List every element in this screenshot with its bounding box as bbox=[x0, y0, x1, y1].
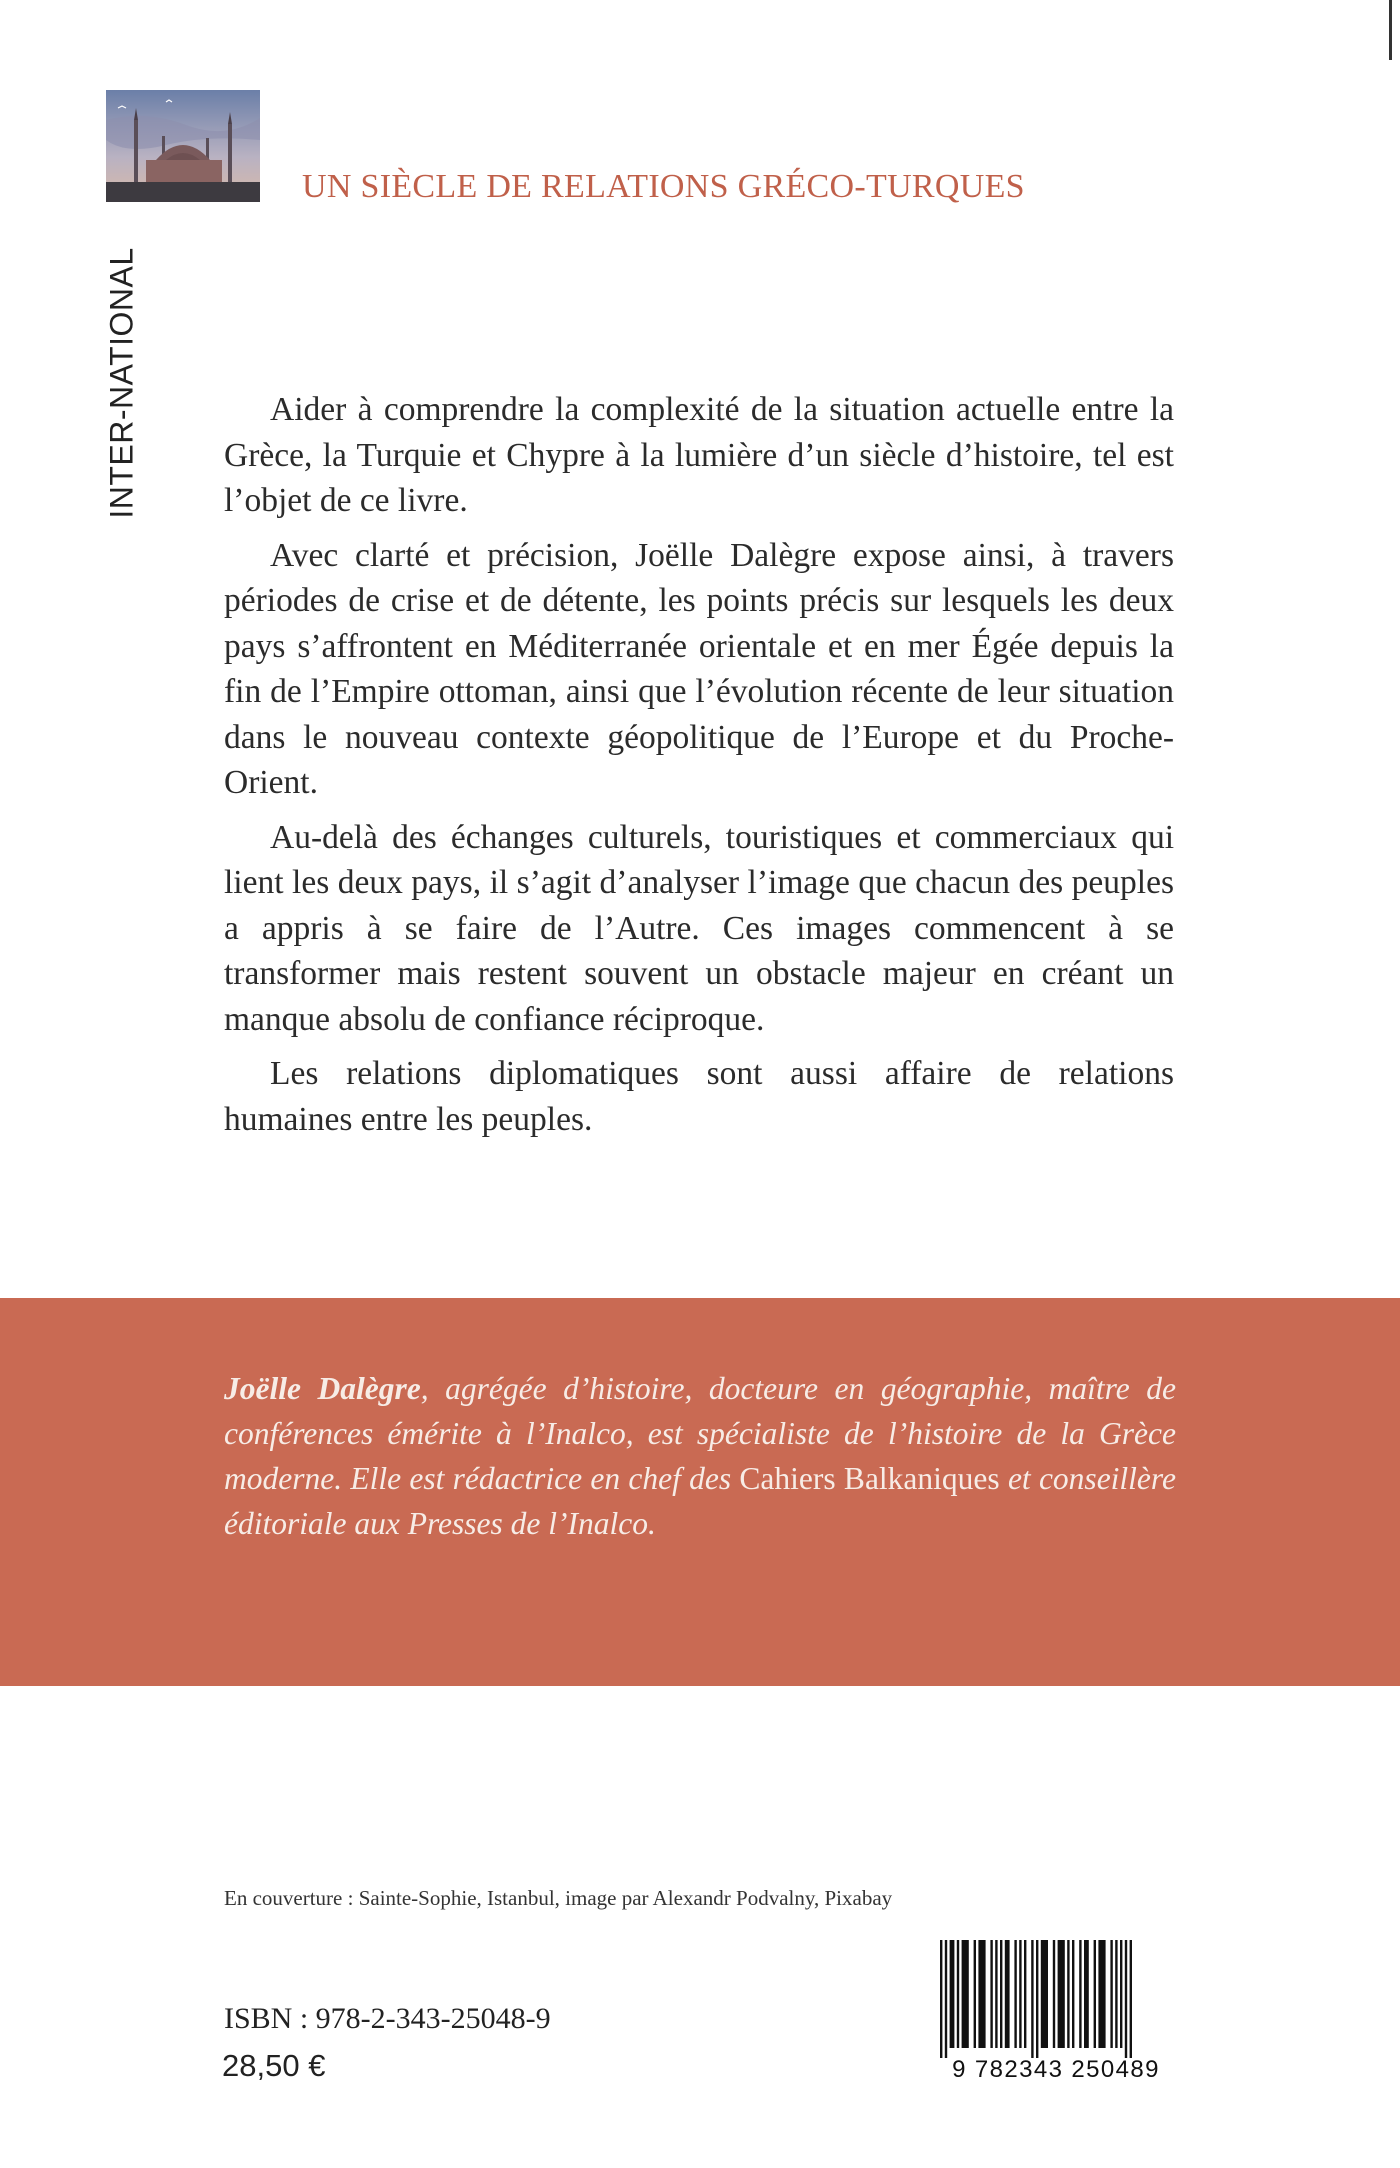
barcode-bar bbox=[1024, 1940, 1026, 2048]
barcode-bar bbox=[1084, 1940, 1089, 2048]
barcode-bar bbox=[940, 1940, 942, 2058]
barcode-bar bbox=[1014, 1940, 1016, 2048]
barcode-bar bbox=[978, 1940, 985, 2048]
description-paragraph: Les relations diplomatiques sont aussi affaire de relations humaines entre les peuples. bbox=[224, 1055, 1174, 1138]
page-edge-mark bbox=[1389, 0, 1392, 60]
barcode-bar bbox=[1053, 1940, 1055, 2048]
price: 28,50 € bbox=[222, 2048, 326, 2083]
journal-name: Cahiers Balkaniques bbox=[739, 1461, 1000, 1496]
author-band bbox=[0, 1298, 1400, 1686]
barcode-digits: 9 782343 250489 bbox=[952, 2056, 1160, 2083]
book-title: UN SIÈCLE DE RELATIONS GRÉCO-TURQUES bbox=[302, 168, 1025, 205]
barcode-bar bbox=[1120, 1940, 1122, 2048]
ean13-barcode-icon bbox=[934, 1940, 1178, 2058]
isbn: ISBN : 978-2-343-25048-9 bbox=[224, 2002, 551, 2035]
description-paragraph: Aider à comprendre la complexité de la situation actuelle entre la Grèce, la Turquie et Chypre à la lumière d’un siècle d’histoire, tel est l’objet de ce livre. bbox=[224, 391, 1174, 519]
barcode-bar bbox=[974, 1940, 976, 2048]
barcode-bar bbox=[962, 1940, 969, 2048]
barcode-bar bbox=[1072, 1940, 1074, 2048]
barcode-bar bbox=[1115, 1940, 1117, 2048]
cover-credit: En couverture : Sainte-Sophie, Istanbul, image par Alexandr Podvalny, Pixabay bbox=[224, 1886, 893, 1910]
series-name-text: INTER-NATIONAL bbox=[103, 246, 140, 519]
description bbox=[224, 387, 1174, 1151]
barcode-bar bbox=[1019, 1940, 1021, 2048]
barcode-bar bbox=[950, 1940, 955, 2048]
barcode-bar bbox=[1041, 1940, 1048, 2048]
barcode-bar bbox=[1110, 1940, 1112, 2048]
barcode-bar bbox=[1098, 1940, 1105, 2048]
description-paragraph: Avec clarté et précision, Joëlle Dalègre expose ainsi, à travers périodes de crise et de détente, les points précis sur lesquels les deux pays s’affrontent en Méditerranée orientale et en mer Égée depuis la fin de l’Empire ottoman, ainsi que l’évolution récente de leur situation dans le nouveau contexte géopolitique de l’Europe et du Proche-Orient. bbox=[224, 536, 1174, 801]
barcode-bar bbox=[1130, 1940, 1132, 2058]
author-bio-text-end: et conseillère éditoriale aux Presses de l’Inalco. bbox=[224, 1461, 1176, 1541]
hagia-sophia-thumbnail-icon bbox=[106, 90, 260, 202]
barcode-bar bbox=[1031, 1940, 1033, 2058]
barcode-bar bbox=[1000, 1940, 1002, 2048]
barcode-bar bbox=[1058, 1940, 1065, 2048]
barcode-bar bbox=[1005, 1940, 1010, 2048]
barcode-bar bbox=[945, 1940, 947, 2058]
barcode-bar bbox=[1125, 1940, 1127, 2058]
author-bio bbox=[224, 1366, 1176, 1546]
barcode-bar bbox=[1079, 1940, 1081, 2048]
barcode-bar bbox=[995, 1940, 997, 2048]
barcode-bar bbox=[1094, 1940, 1096, 2048]
barcode-bar bbox=[1067, 1940, 1069, 2048]
description-paragraph: Au-delà des échanges culturels, touristiques et commerciaux qui lient les deux pays, il s’agit d’analyser l’image que chacun des peuples a appris à se faire de l’Autre. Ces images commencent à se transformer mais restent souvent un obstacle majeur en créant un manque absolu de confiance réciproque. bbox=[224, 818, 1174, 1038]
barcode-bar bbox=[1036, 1940, 1038, 2058]
barcode-bar bbox=[990, 1940, 992, 2048]
barcode-bar bbox=[957, 1940, 959, 2048]
author-bio-text: , agrégée d’histoire, docteure en géographie, maître de conférences émérite à l’Inalco, est spécialiste de l’histoire de la Grèce moderne. Elle est rédactrice en chef des bbox=[224, 1371, 1176, 1496]
series-name bbox=[92, 245, 152, 520]
author-name: Joëlle Dalègre bbox=[224, 1371, 421, 1406]
barcode bbox=[934, 1940, 1178, 2090]
